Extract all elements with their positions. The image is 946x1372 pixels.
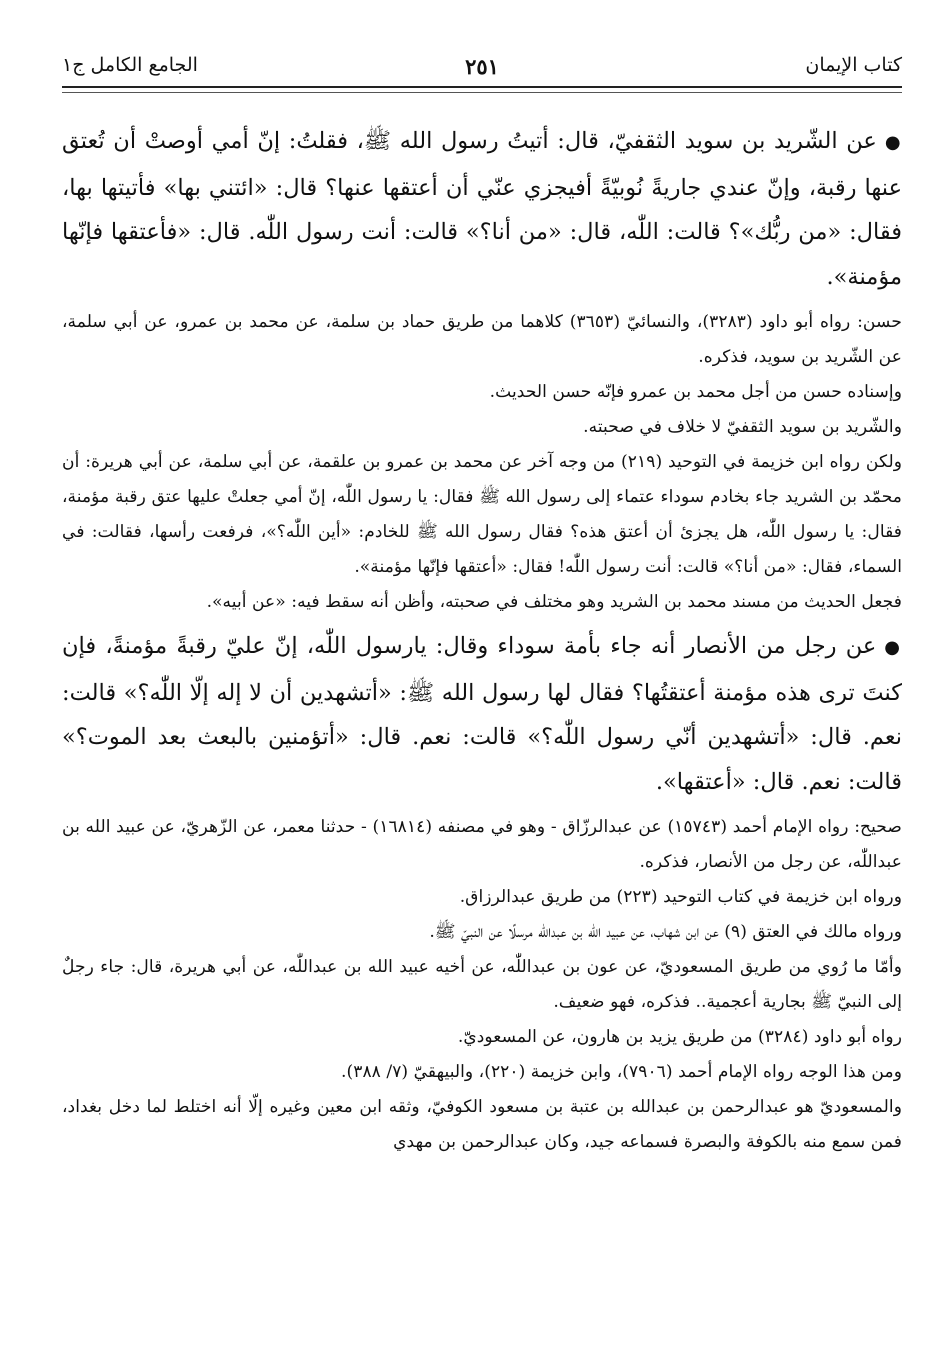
chapter-title: كتاب الإيمان	[805, 54, 902, 76]
commentary-1: حسن: رواه أبو داود (٣٢٨٣)، والنسائيّ (٣٦٥٣) كلاهما من طريق حماد بن سلمة، عن محمد بن عمرو، عن أبي سلمة، عن الشّريد بن سويد، فذكره.	[62, 312, 902, 367]
bullet-icon: ●	[884, 132, 902, 153]
commentary-8: ورواه مالك في العتق (٩) عن ابن شهاب، عن عبيد الله بن عبدالله مرسلًا عن النبيّ ﷺ.	[429, 922, 902, 942]
page	[62, 38, 902, 1160]
book-title: الجامع الكامل ج١	[62, 54, 198, 76]
commentary-12: والمسعوديّ هو عبدالرحمن بن عبدالله بن عتبة بن مسعود الكوفيّ، وثقه ابن معين وغيره إلّا أنه اختلط لما دخل بغداد، فمن سمع منه بالكوفة والبصرة فسماعه جيد، وكان عبدالرحمن بن مهدي	[62, 1097, 902, 1152]
commentary-10: رواه أبو داود (٣٢٨٤) من طريق يزيد بن هارون، عن المسعوديّ.	[457, 1027, 902, 1047]
commentary-9: وأمّا ما رُوي من طريق المسعوديّ، عن عون بن عبداللّٰه، عن أخيه عبيد الله بن عبداللّٰه، عن أبي هريرة، قال: جاء رجلٌ إلى النبيّ ﷺ بجارية أعجمية.. فذكره، فهو ضعيف.	[62, 957, 902, 1012]
page-number: ٢٥١	[465, 54, 499, 79]
commentary-6: صحيح: رواه الإمام أحمد (١٥٧٤٣) عن عبدالرزّاق - وهو في مصنفه (١٦٨١٤) - حدثنا معمر، عن الزّهريّ، عن عبيد الله بن عبداللّٰه، عن رجل من الأنصار، فذكره.	[62, 817, 902, 872]
hadith-1	[62, 119, 902, 299]
page-body	[62, 119, 902, 1160]
commentary-3: والشّريد بن سويد الثقفيّ لا خلاف في صحبته.	[583, 417, 902, 437]
header-rule	[62, 92, 902, 93]
hadith-text: عن الشّريد بن سويد الثقفيّ، قال: أتيتُ رسول الله ﷺ، فقلتُ: إنّ أمي أوصتْ أن تُعتق عنها رقبة، وإنّ عندي جاريةً نُوبيّةً أفيجزي عنّي أن أعتقها عنها؟ قال: «ائتني بها» فأتيتها بها، فقال: «من ربُّك»؟ قالت: اللّٰه، قال: «من أنا؟» قالت: أنت رسول اللّٰه. قال: «فأعتقها فإنّها مؤمنة».	[62, 128, 902, 290]
running-header	[62, 38, 902, 88]
commentary-11: ومن هذا الوجه رواه الإمام أحمد (٧٩٠٦)، وابن خزيمة (٢٢٠)، والبيهقيّ (٧/ ٣٨٨).	[341, 1062, 902, 1082]
commentary-4: ولكن رواه ابن خزيمة في التوحيد (٢١٩) من وجه آخر عن محمد بن عمرو بن علقمة، عن أبي سلمة، عن أبي هريرة: أن محمّد بن الشريد جاء بخادم سوداء عتماء إلى رسول الله ﷺ فقال: يا رسول اللّٰه، إنّ أمي جعلتْ عليها عتق رقبة مؤمنة، فقال: يا رسول اللّٰه، هل يجزئ أن أعتق هذه؟ فقال رسول الله ﷺ للخادم: «أين اللّٰه؟»، فرفعت رأسها، فقالت: في السماء، فقال: «من أنا؟» قالت: أنت رسول اللّٰه! فقال: «أعتقها فإنّها مؤمنة».	[62, 452, 902, 577]
hadith-2	[62, 624, 902, 804]
commentary-7: ورواه ابن خزيمة في كتاب التوحيد (٢٢٣) من طريق عبدالرزاق.	[459, 887, 902, 907]
hadith-text: عن رجل من الأنصار أنه جاء بأمة سوداء وقال: يارسول اللّٰه، إنّ عليّ رقبةً مؤمنةً، فإن كنتَ ترى هذه مؤمنة أعتقتُها؟ فقال لها رسول الله ﷺ: «أتشهدين أن لا إله إلّا اللّٰه؟» قالت: نعم. قال: «أتشهدين أنّي رسول اللّٰه؟» قالت: نعم. قال: «أتؤمنين بالبعث بعد الموت؟» قالت: نعم. قال: «أعتقها».	[62, 633, 902, 795]
commentary-2: وإسناده حسن من أجل محمد بن عمرو فإنّه حسن الحديث.	[489, 382, 902, 402]
commentary-5: فجعل الحديث من مسند محمد بن الشريد وهو مختلف في صحبته، وأظن أنه سقط فيه: «عن أبيه».	[206, 592, 902, 612]
bullet-icon: ●	[884, 637, 902, 658]
